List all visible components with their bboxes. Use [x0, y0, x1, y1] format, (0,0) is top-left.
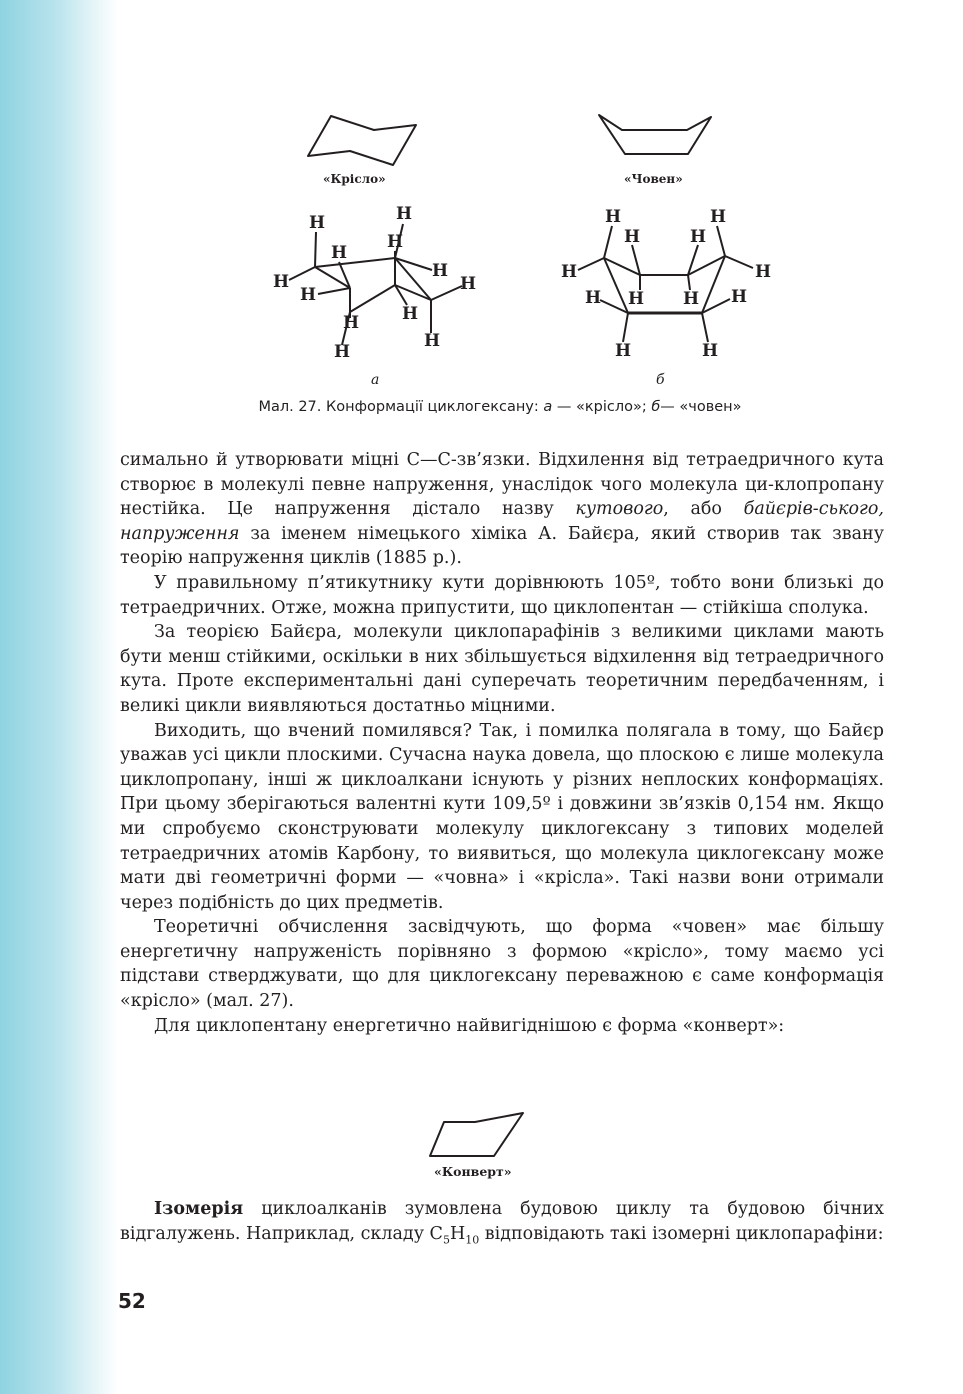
hydrogen-atom: H	[424, 331, 441, 351]
boat-label: «Човен»	[624, 172, 683, 186]
hydrogen-atom: H	[690, 227, 707, 247]
hydrogen-atom: H	[273, 272, 290, 292]
hydrogen-atom: H	[731, 287, 748, 307]
hydrogen-atom: H	[702, 341, 719, 361]
hydrogen-atom: H	[300, 285, 317, 305]
hydrogen-atom: H	[387, 232, 404, 252]
hydrogen-atom: H	[334, 342, 351, 362]
sublabel-a: а	[371, 372, 380, 388]
paragraph: За теорією Байєра, молекули циклопарафінів з великими циклами мають бути менш стійкими, оскільки в них збільшується відхилення від тетраедричного кута. Проте експериментальні дані суперечать теоретичним передбаченням, і великі цикли виявляються достатньо міцними.	[120, 622, 884, 716]
envelope-label: «Конверт»	[434, 1164, 512, 1179]
boat-h-structure	[578, 226, 753, 342]
hydrogen-atom: H	[343, 313, 360, 333]
paragraph: Теоретичні обчислення засвідчують, що форма «човен» має більшу енергетичну напруженість порівняно з формою «крісло», тому маємо усі підстави стверджувати, що для циклогексану переважною є саме конформація «крісло» (мал. 27).	[120, 917, 884, 1012]
hydrogen-atom: H	[460, 274, 477, 294]
hydrogen-atom: H	[605, 207, 622, 227]
sublabel-b: б	[656, 372, 665, 388]
isomer-paragraph: Ізомерія циклоалканів зумовлена будовою циклу та будовою бічних відгалужень. Наприклад, складу $C_5H_{10}$ відповідають такі ізомерні циклопарафіни:	[120, 1199, 884, 1247]
hydrogen-atom: H	[615, 341, 632, 361]
paragraph: Виходить, що вчений помилявся? Так, і помилка полягала в тому, що Байєр уважав усі цикли плоскими. Сучасна наука довела, що плоскою є лише молекула циклопропану, інші ж циклоалкани існують у різних неплоских конформаціях. При цьому зберігаються валентні кути 109,5º і довжини зв’язків 0,154 нм. Якщо ми спробуємо сконструювати молекулу циклогексану з типових моделей тетраедричних атомів Карбону, то виявиться, що молекула циклогексану може мати дві геометричні форми — «човна» і «крісла». Такі назви вони отримали через подібність до цих предметів.	[120, 720, 884, 913]
hydrogen-atom: H	[755, 262, 772, 282]
paragraph: Для циклопентану енергетично найвигіднішою є форма «конверт»:	[154, 1015, 785, 1036]
figure-27	[0, 0, 963, 400]
hydrogen-atom: H	[309, 213, 326, 233]
figure-caption: Мал. 27. Конформації циклогексану: а — «крісло»; б— «човен»	[258, 399, 742, 415]
hydrogen-atom: H	[432, 261, 449, 281]
hydrogen-atom: H	[624, 227, 641, 247]
hydrogen-atom: H	[331, 243, 348, 263]
paragraph: У правильному п’ятикутнику кути дорівнюють 105º, тобто вони близькі до тетраедричних. Отже, можна припустити, що циклопентан — стійкіша сполука.	[120, 572, 884, 618]
hydrogen-atom: H	[710, 207, 727, 227]
hydrogen-atom: H	[628, 289, 645, 309]
chair-label: «Крісло»	[323, 172, 386, 186]
hydrogen-atom: H	[683, 289, 700, 309]
boat-skeleton	[599, 115, 711, 154]
page-number: 52	[118, 1289, 146, 1313]
hydrogen-atom: H	[402, 304, 419, 324]
hydrogen-atom: H	[585, 288, 602, 308]
chair-skeleton	[308, 116, 416, 165]
body-text	[120, 448, 884, 1038]
hydrogen-atom: H	[561, 262, 578, 282]
hydrogen-atom: H	[396, 204, 413, 224]
paragraph: симально й утворювати міцні С—С-зв’язки. Відхилення від тетраедричного кута створює в молекулі певне напруження, унаслідок чого молекула ци-клопропану нестійка. Це напруження дістало назву кутового, або байєрів-ського, напруження за іменем німецького хіміка А. Байєра, який створив так звану теорію напруження циклів (1885 р.).	[120, 450, 884, 569]
